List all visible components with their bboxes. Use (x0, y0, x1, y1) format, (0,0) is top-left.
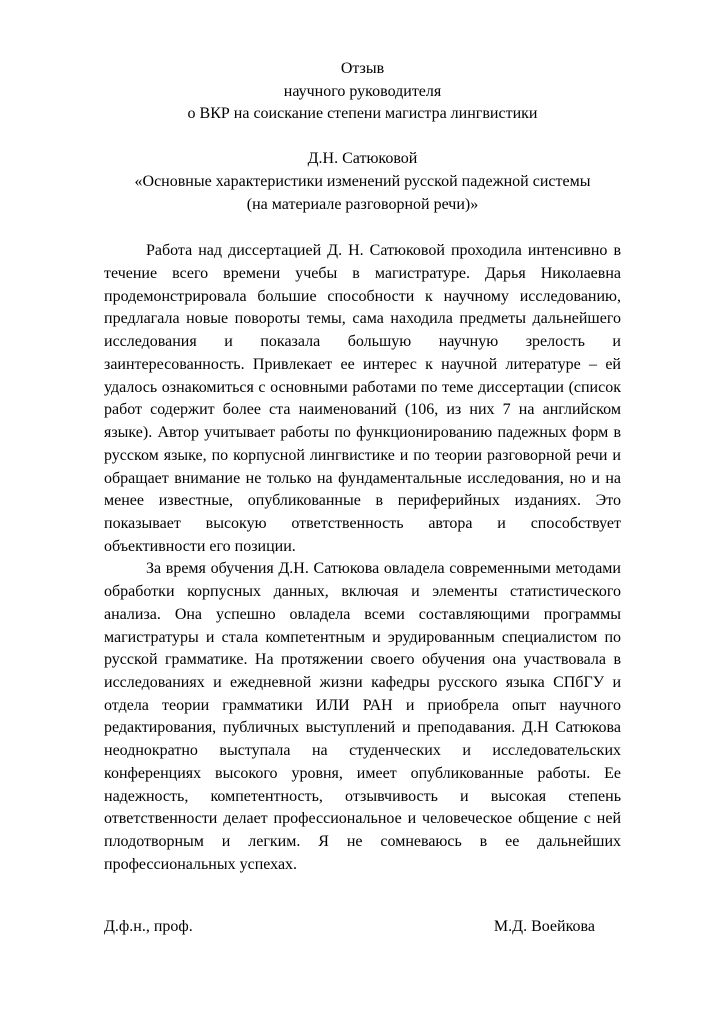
subject-author: Д.Н. Сатюковой (307, 150, 418, 168)
paragraph: За время обучения Д.Н. Сатюкова овладела современными методами обработки корпусных данных, включая и элементы статистического анализа. Она успешно овладела всеми составляющими программы магистратуры и стала компетентным и эрудированным специалистом по русской грамматике. На протяжении своего обучения она участвовала в исследованиях и ежедневной жизни кафедры русского языка СПбГУ и отдела теории грамматики ИЛИ РАН и приобрела опыт научного редактирования, публичных выступлений и преподавания. Д.Н Сатюкова неоднократно выступала на студенческих и исследовательских конференциях высокого уровня, имеет опубликованные работы. Ее надежность, компетентность, отзывчивость и высокая степень ответственности делает профессиональное и человеческое общение с ней плодотворным и легким. Я не сомневаюсь в ее дальнейших профессиональных успехах. (104, 560, 621, 873)
signature-degree: Д.ф.н., проф. (104, 918, 193, 936)
paragraph: Работа над диссертацией Д. Н. Сатюковой проходила интенсивно в течение всего времени учебы в магистратуре. Дарья Николаевна продемонстрировала большие способности к научному исследованию, предлагала новые повороты темы, сама находила предметы дальнейшего исследования и показала большую научную зрелость и заинтересованность. Привлекает ее интерес к научной литературе – ей удалось ознакомиться с основными работами по теме диссертации (список работ содержит более ста наименований (106, из них 7 на английском языке). Автор учитывает работы по функционированию падежных форм в русском языке, по корпусной лингвистике и по теории разговорной речи и обращает внимание не только на фундаментальные исследования, но и на менее известные, опубликованные в периферийных изданиях. Это показывает высокую ответственность автора и способствует объективности его позиции. (104, 242, 621, 555)
document-body (104, 240, 621, 876)
document-subject (104, 148, 621, 216)
signature-name: М.Д. Воейкова (493, 918, 595, 936)
document-header (104, 58, 621, 126)
header-line-title: Отзыв (340, 60, 385, 77)
header-line-supervisor: научного руководителя (283, 82, 442, 100)
subject-thesis-subtitle: (на материале разговорной речи)» (246, 195, 479, 213)
header-line-degree: о ВКР на соискание степени магистра лингвистики (187, 105, 538, 123)
subject-thesis-title: «Основные характеристики изменений русской падежной системы (134, 172, 591, 190)
signature-row (104, 916, 621, 939)
